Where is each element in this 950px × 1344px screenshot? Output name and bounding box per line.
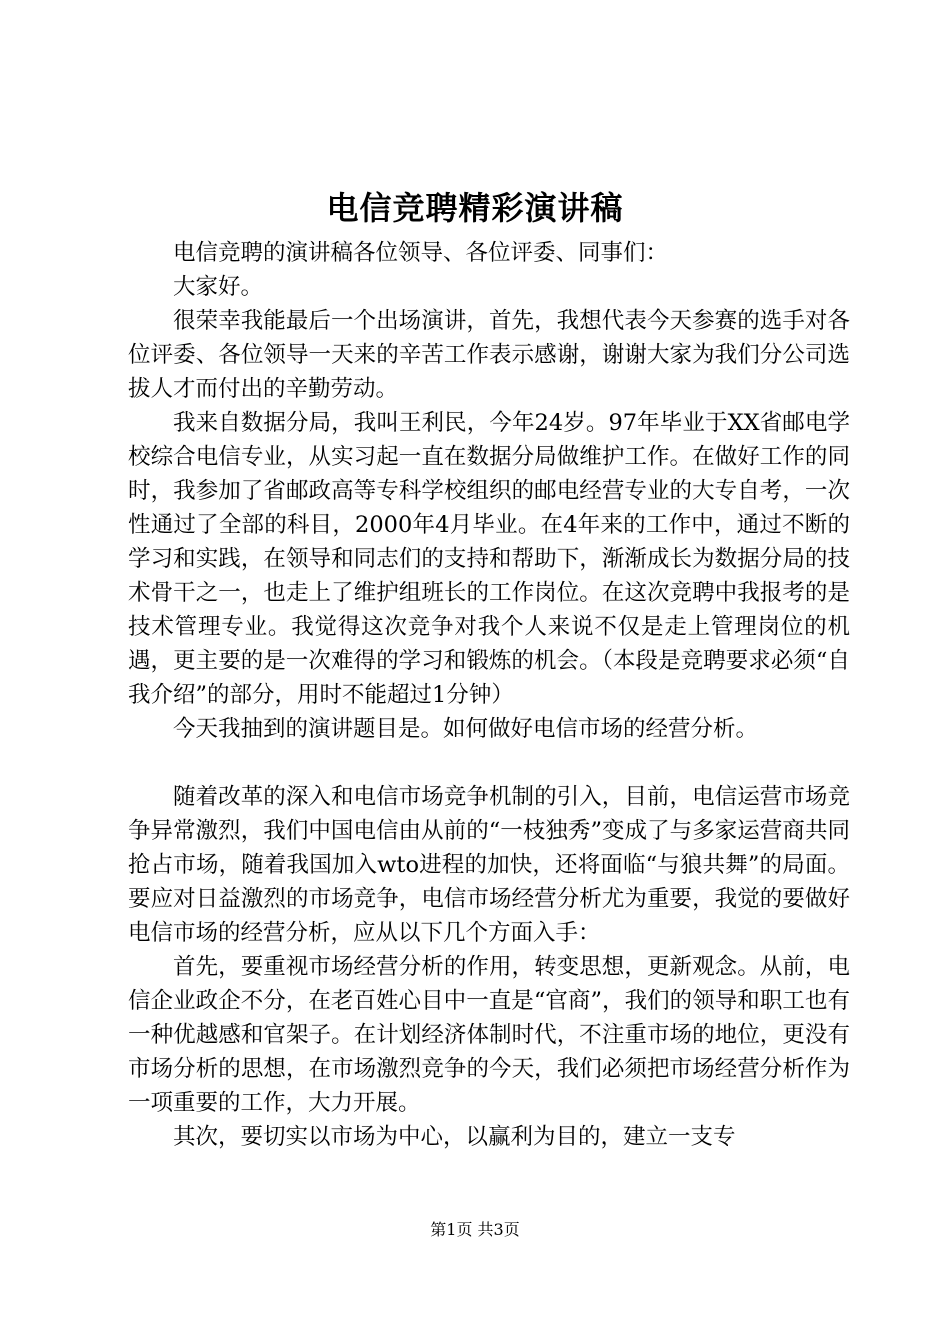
paragraph-second-point: 其次，要切实以市场为中心，以赢利为目的，建立一支专 — [173, 1124, 736, 1150]
paragraph-greeting: 大家好。 — [173, 274, 264, 300]
document-body — [128, 236, 850, 1154]
paragraph-thanks: 很荣幸我能最后一个出场演讲，首先，我想代表今天参赛的选手对各位评委、各位领导一天来的辛苦工作表示感谢，谢谢大家为我们分公司选拔人才而付出的辛勤劳动。 — [128, 308, 850, 402]
paragraph-background: 随着改革的深入和电信市场竞争机制的引入，目前，电信运营市场竞争异常激烈，我们中国电信由从前的“一枝独秀”变成了与多家运营商共同抢占市场，随着我国加入wto进程的加快，还将面临“与狼共舞”的局面。要应对日益激烈的市场竞争，电信市场经营分析尤为重要，我觉的要做好电信市场的经营分析，应从以下几个方面入手： — [128, 784, 850, 946]
paragraph-first-point: 首先，要重视市场经营分析的作用，转变思想，更新观念。从前，电信企业政企不分，在老百姓心目中一直是“官商”，我们的领导和职工也有一种优越感和官架子。在计划经济体制时代，不注重市场的地位，更没有市场分析的思想，在市场激烈竞争的今天，我们必须把市场经营分析作为一项重要的工作，大力开展。 — [128, 954, 850, 1116]
paragraph-salutation: 电信竞聘的演讲稿各位领导、各位评委、同事们： — [173, 240, 669, 266]
page-number-footer: 第1页 共3页 — [430, 1220, 520, 1239]
document-title: 电信竞聘精彩演讲稿 — [326, 189, 624, 227]
paragraph-self-intro: 我来自数据分局，我叫王利民，今年24岁。97年毕业于XX省邮电学校综合电信专业，从实习起一直在数据分局做维护工作。在做好工作的同时，我参加了省邮政高等专科学校组织的邮电经营专业的大专自考，一次性通过了全部的科目，2000年4月毕业。在4年来的工作中，通过不断的学习和实践，在领导和同志们的支持和帮助下，渐渐成长为数据分局的技术骨干之一，也走上了维护组班长的工作岗位。在这次竞聘中我报考的是技术管理专业。我觉得这次竞争对我个人来说不仅是走上管理岗位的机遇，更主要的是一次难得的学习和锻炼的机会。（本段是竞聘要求必须“自我介绍”的部分，用时不能超过1分钟） — [128, 410, 850, 708]
paragraph-topic: 今天我抽到的演讲题目是。如何做好电信市场的经营分析。 — [173, 716, 759, 742]
